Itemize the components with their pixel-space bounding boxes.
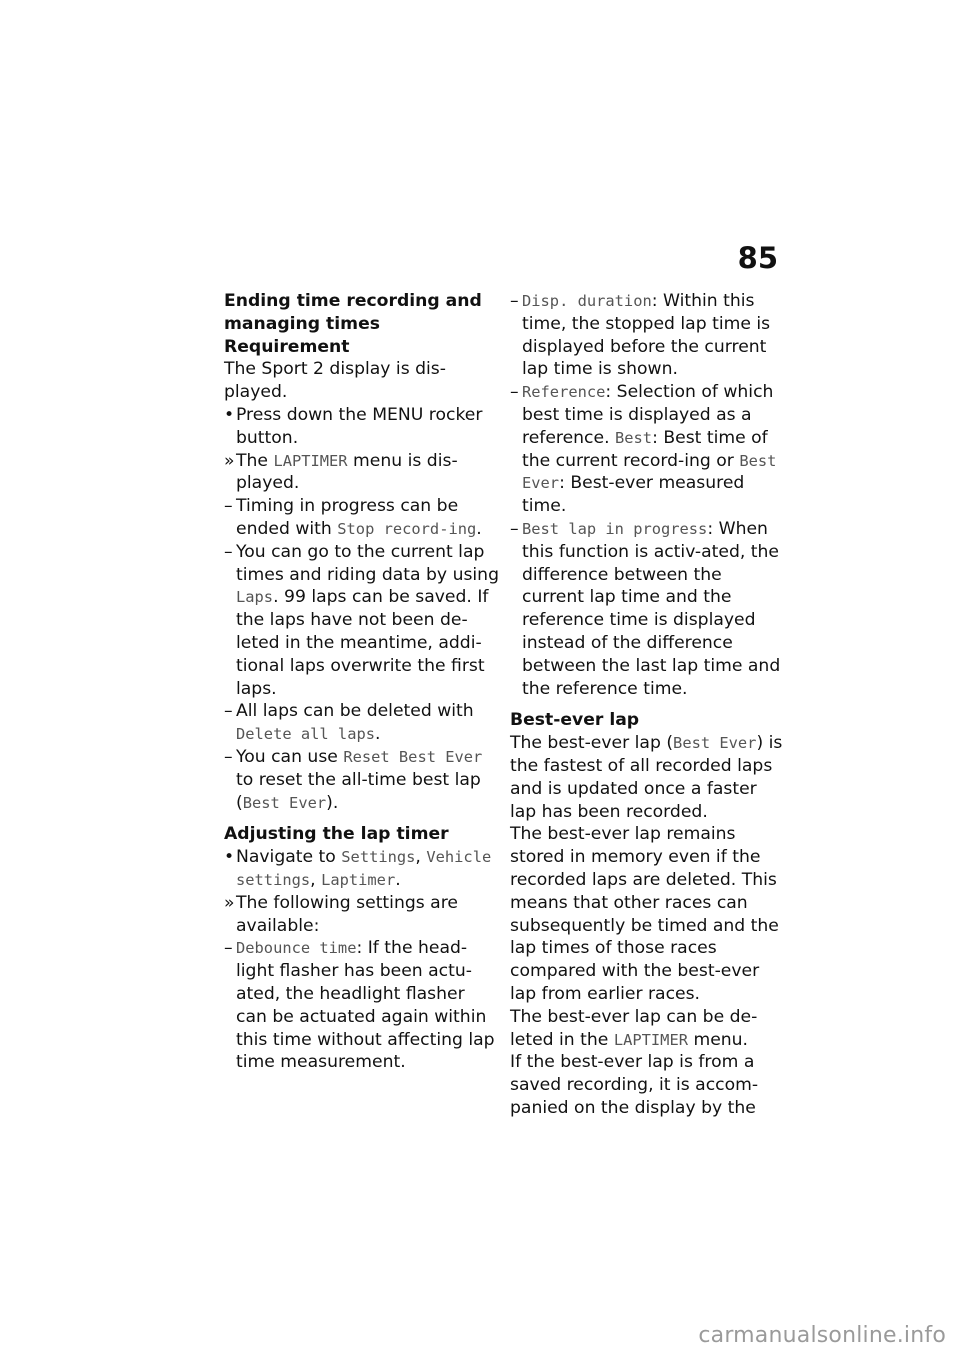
dash-item: – Best lap in progress: When this function is activ-ated, the difference between the current lap time and the reference time is displayed instead of the difference between the last lap time and the reference time. <box>510 518 781 699</box>
dash-item: – Debounce time: If the head-light flasher has been actu-ated, the headlight flasher can be actuated again within this time without affecting lap time measurement. <box>224 938 495 1073</box>
code-best-ever: Best Ever <box>673 734 757 753</box>
code-vehicle-settings: Vehicle settings <box>236 848 492 889</box>
dash-marker: – <box>224 746 233 767</box>
step-text: Press down the MENU rocker button. <box>236 404 483 448</box>
code-best-ever: Best Ever <box>242 793 327 812</box>
dash-item: – All laps can be deleted with Delete all laps. <box>224 701 474 745</box>
code-settings: Settings <box>341 848 416 867</box>
dash-marker: – <box>510 382 519 403</box>
result-item: » The following settings are available: <box>224 892 458 936</box>
dash-item: – You can use Reset Best Ever to reset the all-time best lap (Best Ever). <box>224 746 483 813</box>
bullet-marker: • <box>224 847 235 868</box>
code-best: Best <box>615 428 653 447</box>
bullet-marker: • <box>224 404 235 425</box>
code-stop-recording: Stop record-ing <box>337 519 477 538</box>
watermark: carmanualsonline.info <box>698 1323 946 1348</box>
result-item: » The LAPTIMER menu is dis-played. <box>224 450 458 494</box>
code-debounce-time: Debounce time <box>236 939 357 958</box>
section-heading-best-ever-lap: Best-ever lap <box>510 710 640 731</box>
dash-item: – You can go to the current lap times and riding data by using Laps. 99 laps can be saved. If the laps have not been de-leted in the meantime, addi-tional laps overwrite the first laps. <box>224 541 499 699</box>
code-reset-best-ever: Reset Best Ever <box>343 747 483 766</box>
result-marker: » <box>224 892 235 913</box>
left-column <box>224 290 500 1074</box>
step-item <box>224 404 500 450</box>
dash-item: – Reference: Selection of which best time is displayed as a reference. Best: Best time of the current record-ing or Best Ever: Best-ever measured time. <box>510 382 777 517</box>
page-number: 85 <box>737 241 778 275</box>
dash-marker: – <box>510 518 519 539</box>
paragraph: The best-ever lap remains stored in memory even if the recorded laps are deleted. This means that other races can subsequently be timed and the lap times of those races compared with the best-ever lap from earlier races. <box>510 824 779 1004</box>
requirement-heading: Requirement <box>224 336 350 357</box>
dash-item: – Timing in progress can be ended with Stop record-ing. <box>224 496 482 539</box>
code-reference: Reference <box>522 383 606 402</box>
section-heading-adjusting-lap-timer: Adjusting the lap timer <box>224 824 449 845</box>
code-laptimer-setting: Laptimer <box>321 870 396 889</box>
code-best-lap-in-progress: Best lap in progress <box>522 519 708 538</box>
requirement-text: The Sport 2 display is dis-played. <box>224 359 446 403</box>
dash-marker: – <box>224 938 233 959</box>
paragraph: The best-ever lap (Best Ever) is the fastest of all recorded laps and is updated once a faster lap has been recorded. <box>510 733 783 822</box>
code-disp-duration: Disp. duration <box>522 292 652 310</box>
dash-marker: – <box>224 701 233 722</box>
code-best-ever: Best Ever <box>522 451 777 493</box>
paragraph: If the best-ever lap is from a saved recording, it is accom-panied on the display by the <box>510 1052 759 1118</box>
dash-item: – Disp. duration: Within this time, the stopped lap time is displayed before the current lap time is shown. <box>510 291 771 380</box>
step-item: • Navigate to Settings, Vehicle settings, Laptimer. <box>224 847 492 890</box>
dash-marker: – <box>224 541 233 562</box>
code-delete-all-laps: Delete all laps <box>236 725 375 744</box>
dash-marker: – <box>224 496 233 517</box>
dash-marker: – <box>510 291 519 311</box>
result-marker: » <box>224 450 235 471</box>
section-heading-ending-time-recording: Ending time recording and managing times <box>224 291 482 334</box>
code-laptimer: LAPTIMER <box>613 1030 688 1049</box>
code-laps: Laps <box>236 588 274 607</box>
right-column <box>510 290 786 1120</box>
paragraph: The best-ever lap can be de-leted in the LAPTIMER menu. <box>510 1006 758 1050</box>
code-laptimer: LAPTIMER <box>273 451 348 470</box>
